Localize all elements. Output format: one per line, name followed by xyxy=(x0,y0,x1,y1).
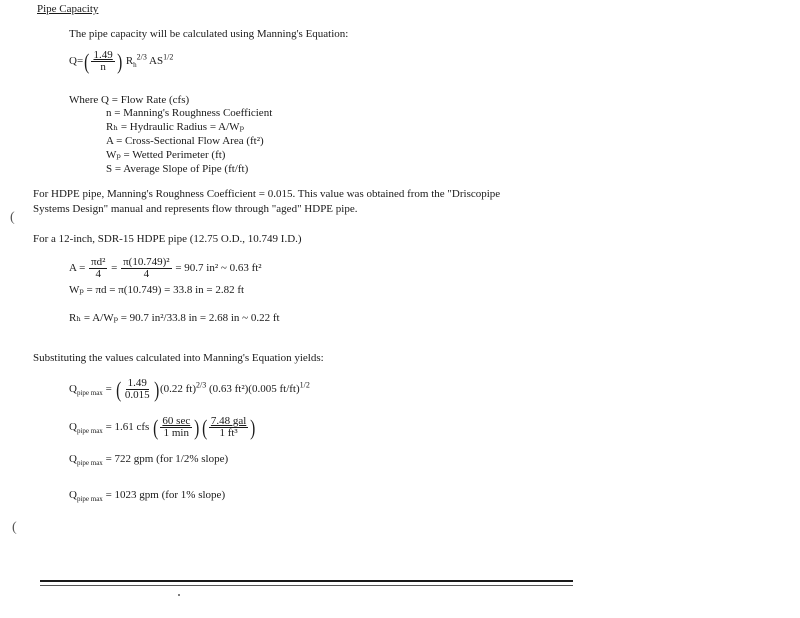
definition-s: S = Average Slope of Pipe (ft/ft) xyxy=(106,163,249,175)
heading: Pipe Capacity xyxy=(37,3,99,15)
mannings-equation: Q=( $\frac{1.49}{n}$ ) $R_h^{2/3}$ $AS^{1/2}$ xyxy=(69,48,174,74)
margin-bracket-mark: ( xyxy=(10,210,15,225)
pipe-spec-line: For a 12-inch, SDR-15 HDPE pipe (12.75 O.D., 10.749 I.D.) xyxy=(33,233,302,245)
q-pipe-max-cfs: $Q_{pipe max} = 1.61$ cfs ( $\frac{60 \sec}{1 \min}$ )( $\frac{\text{7.48 gal}}{\text{1 ft³}}$ ) xyxy=(69,414,256,440)
eq-lhs: Q= xyxy=(69,55,84,68)
eq-fraction: $\frac{1.49}{n}$ xyxy=(93,49,113,73)
footer-rule xyxy=(40,580,573,582)
hdpe-paragraph-line1: For HDPE pipe, Manning's Roughness Coefficient = 0.015. This value was obtained from the "Driscopipe xyxy=(33,188,501,200)
margin-bracket-mark: ( xyxy=(12,520,17,535)
definition-n: n = Manning's Roughness Coefficient xyxy=(106,107,273,119)
q-pipe-max-half-percent: $Q_{pipe max} = 722$ gpm (for 1/2% slope) xyxy=(69,453,229,468)
speck xyxy=(178,594,180,596)
definition-rh: Rₕ = Hydraulic Radius = A/Wₚ xyxy=(106,121,244,133)
definition-q: Where Q = Flow Rate (cfs) xyxy=(69,94,190,106)
hdpe-paragraph-line2: Systems Design" manual and represents flow through "aged" HDPE pipe. xyxy=(33,203,358,215)
definition-a: A = Cross-Sectional Flow Area (ft²) xyxy=(106,135,264,147)
q-pipe-max-equation: $Q_{pipe max}$ = ( $\frac{1.49}{0.015}$ )(0.22 ft)$^{2/3}$ (0.63 ft²)(0.005 ft/ft)$^{1/2}$ xyxy=(69,376,310,402)
hydraulic-radius-calculation: Rₕ = A/Wₚ = 90.7 in²/33.8 in = 2.68 in ~ 0.22 ft xyxy=(69,312,280,324)
intro-text: The pipe capacity will be calculated using Manning's Equation: xyxy=(69,28,349,40)
wetted-perimeter-calculation: Wₚ = πd = π(10.749) = 33.8 in = 2.82 ft xyxy=(69,284,245,296)
footer-rule-thin xyxy=(40,585,573,586)
substituting-text: Substituting the values calculated into Manning's Equation yields: xyxy=(33,352,324,364)
q-pipe-max-one-percent: $Q_{pipe max} = 1023$ gpm (for 1% slope) xyxy=(69,489,226,504)
area-calculation: A = $\frac{\text{πd²}}{4}$ = $\frac{\text{π(10.749)²}}{4}$ = 90.7 in² ~ 0.63 ft² xyxy=(69,256,262,280)
definition-wp: Wₚ = Wetted Perimeter (ft) xyxy=(106,149,226,161)
